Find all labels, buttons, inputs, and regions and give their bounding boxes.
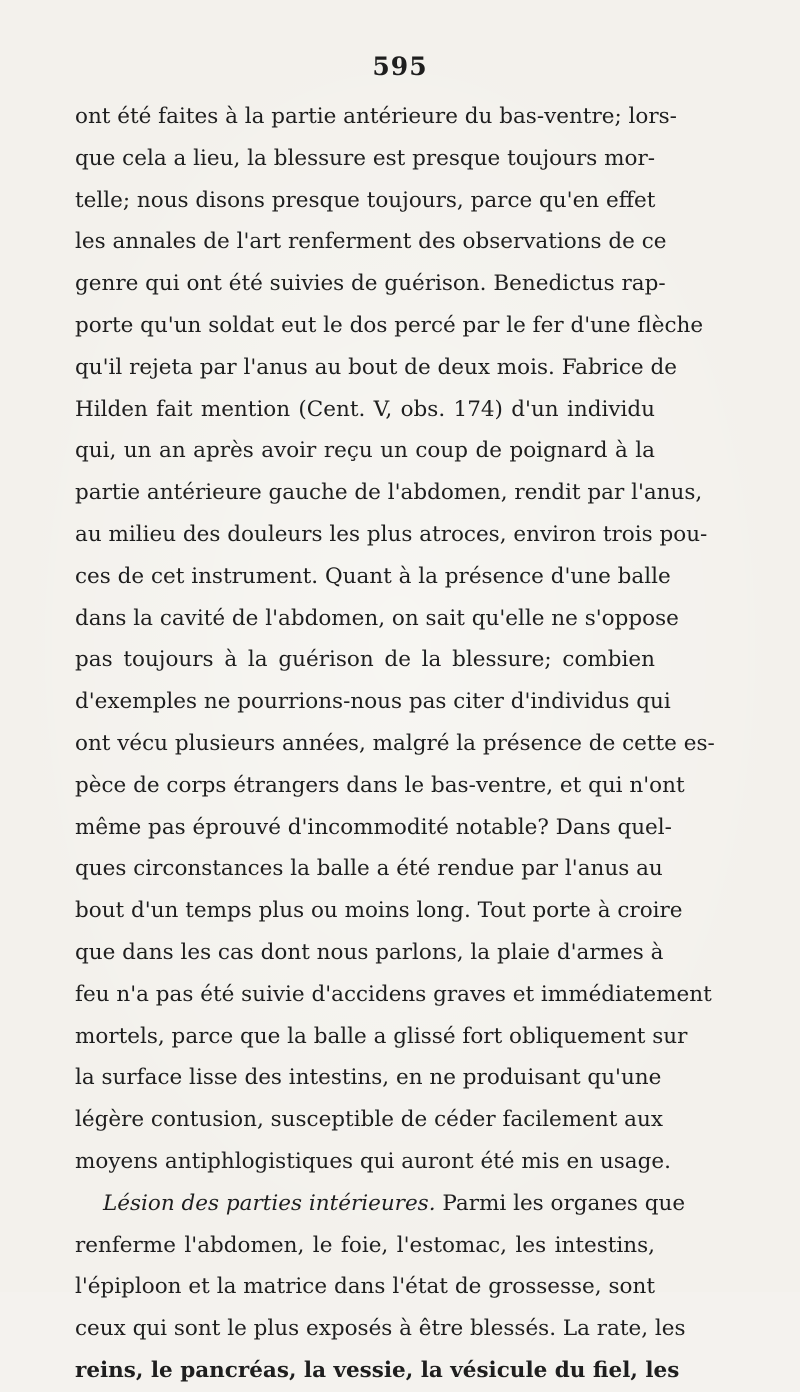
section-first-line-text: Parmi les organes que: [442, 1190, 686, 1216]
text-line: renferme l'abdomen, le foie, l'estomac, les intestins,: [75, 1232, 655, 1258]
text-line: porte qu'un soldat eut le dos percé par le fer d'une flèche: [75, 312, 704, 338]
text-line: ceux qui sont le plus exposés à être blessés. La rate, les: [75, 1316, 686, 1342]
text-line: ont été faites à la partie antérieure du bas-ventre; lors-: [75, 104, 677, 129]
text-line: partie antérieure gauche de l'abdomen, rendit par l'anus,: [75, 480, 703, 506]
text-line: qu'il rejeta par l'anus au bout de deux mois. Fabrice de: [75, 354, 677, 380]
text-line: d'exemples ne pourrions-nous pas citer d'individus qui: [75, 689, 671, 715]
text-line: que dans les cas dont nous parlons, la plaie d'armes à: [75, 939, 664, 965]
text-line: genre qui ont été suivies de guérison. Benedictus rap-: [75, 271, 666, 297]
text-line: même pas éprouvé d'incommodité notable? Dans quel-: [75, 814, 672, 840]
text-line: l'épiploon et la matrice dans l'état de grossesse, sont: [75, 1274, 655, 1300]
text-line: au milieu des douleurs les plus atroces, environ trois pou-: [75, 521, 708, 547]
text-line: qui, un an après avoir reçu un coup de poignard à la: [75, 438, 655, 464]
text-line: ces de cet instrument. Quant à la présence d'une balle: [75, 563, 671, 589]
text-line: ques circonstances la balle a été rendue par l'anus au: [75, 856, 663, 882]
text-line: Hilden fait mention (Cent. V, obs. 174) d'un individu: [75, 396, 655, 422]
text-line: moyens antiphlogistiques qui auront été mis en usage.: [75, 1148, 671, 1174]
text-line: les annales de l'art renferment des observations de ce: [75, 229, 667, 255]
text-line: ont vécu plusieurs années, malgré la présence de cette es-: [75, 730, 715, 756]
text-line: légère contusion, susceptible de céder facilement aux: [75, 1107, 663, 1133]
body-text: [75, 96, 715, 1392]
text-line: reins, le pancréas, la vessie, la vésicule du fiel, les: [75, 1357, 680, 1383]
text-line: que cela a lieu, la blessure est presque toujours mor-: [75, 145, 655, 171]
text-line: bout d'un temps plus ou moins long. Tout porte à croire: [75, 898, 683, 924]
text-line: dans la cavité de l'abdomen, on sait qu'elle ne s'oppose: [75, 605, 679, 631]
text-line: pèce de corps étrangers dans le bas-ventre, et qui n'ont: [75, 772, 685, 798]
text-line: pas toujours à la guérison de la blessure; combien: [75, 647, 655, 673]
page-number: 595: [372, 52, 428, 81]
text-line: telle; nous disons presque toujours, parce qu'en effet: [75, 187, 656, 213]
text-line: mortels, parce que la balle a glissé fort obliquement sur: [75, 1023, 688, 1049]
section-first-line: [75, 1183, 686, 1225]
section-heading: Lésion des parties intérieures.: [103, 1190, 436, 1216]
text-line: feu n'a pas été suivie d'accidens graves et immédiatement: [75, 981, 712, 1007]
text-line: la surface lisse des intestins, en ne produisant qu'une: [75, 1065, 662, 1091]
